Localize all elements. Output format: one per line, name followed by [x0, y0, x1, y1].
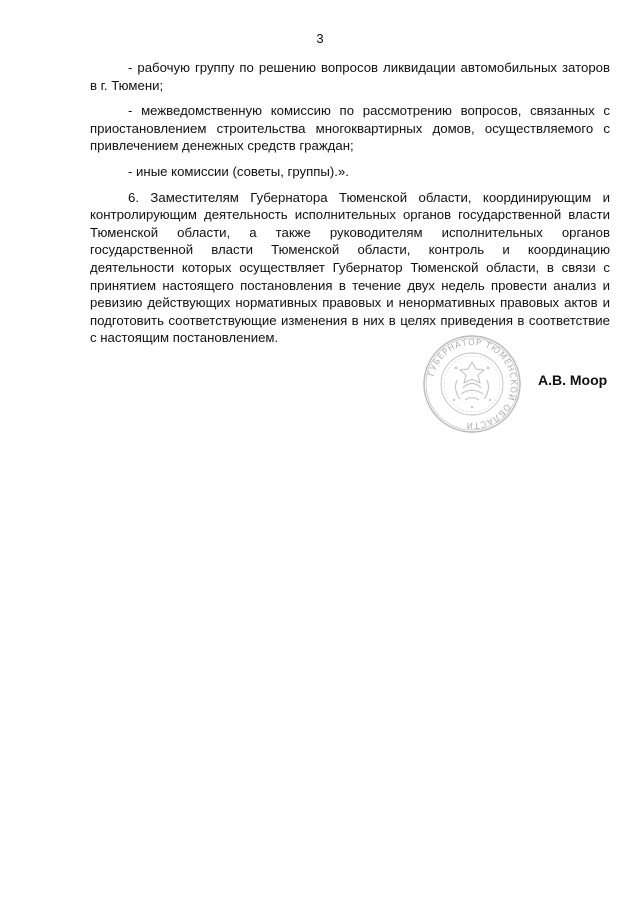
- document-body: [90, 59, 610, 347]
- paragraph-working-group: - рабочую группу по решению вопросов ликвидации автомобильных заторов в г. Тюмени;: [90, 60, 610, 93]
- paragraph-other-commissions: - иные комиссии (советы, группы).».: [128, 163, 349, 179]
- seal-circular-text: ГУБЕРНАТОР ТЮМЕНСКОЙ ОБЛАСТИ: [425, 336, 520, 432]
- signatory-name: А.В. Моор: [538, 372, 608, 388]
- page-number: 3: [316, 31, 324, 46]
- paragraph-item-6: 6. Заместителям Губернатора Тюменской области, координирующим и контролирующим деятельность исполнительных органов государственной власти Тюменской области, а также руководителям исполнительных органов государственной власти Тюменской области, контроль и координацию деятельности которых осуществляет Губернатор Тюменской области, в связи с принятием настоящего постановления в течение двух недель провести анализ и ревизию действующих нормативных правовых и ненормативных правовых актов и подготовить соответствующие изменения в них в целях приведения в соответствие с настоящим постановлением.: [90, 189, 610, 346]
- official-seal-stamp: [420, 332, 524, 436]
- paragraph-interdepartmental-commission: - межведомственную комиссию по рассмотрению вопросов, связанных с приостановлением строительства многоквартирных домов, осуществляемого с привлечением денежных средств граждан;: [90, 103, 610, 154]
